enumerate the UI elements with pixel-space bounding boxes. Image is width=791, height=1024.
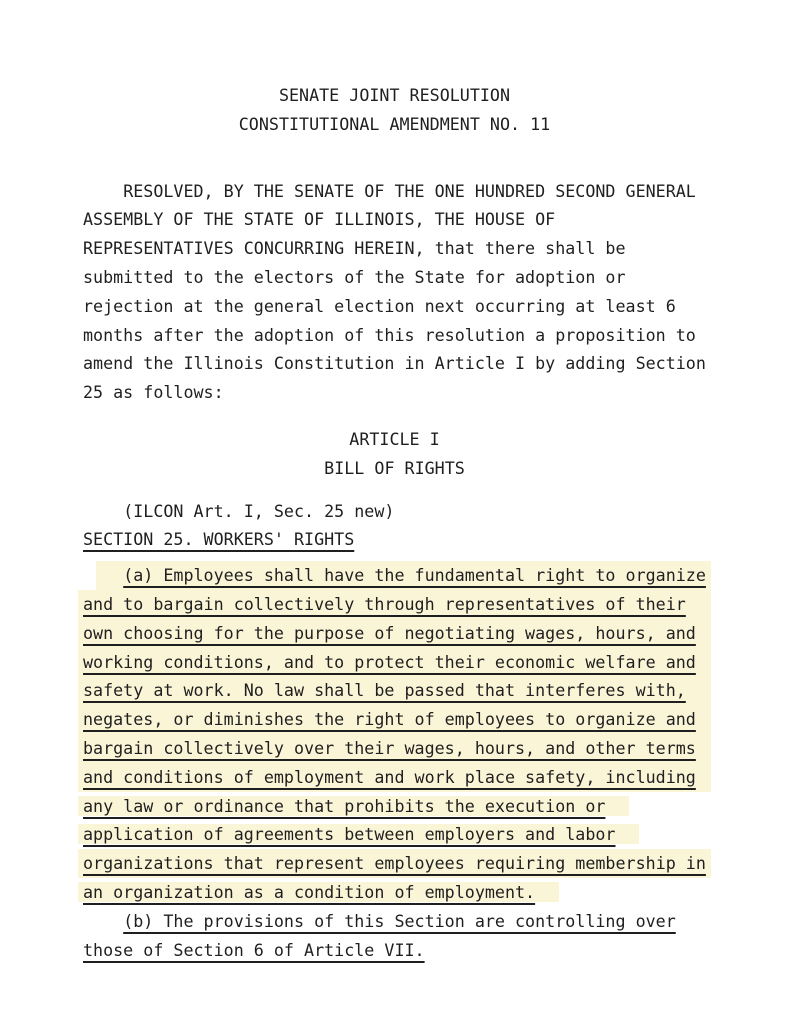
underlined-text: any law or ordinance that prohibits the execution or [83, 795, 606, 816]
highlighted-segment [78, 824, 639, 844]
highlighted-segment [123, 565, 706, 585]
text-line [78, 648, 711, 677]
text-line [78, 177, 711, 206]
text-line [78, 378, 711, 407]
text-line [78, 234, 711, 263]
text: 25 as follows: [83, 382, 224, 403]
underlined-text: organizations that represent employees requiring membership in [83, 853, 706, 874]
underlined-text: SECTION 25. WORKERS' RIGHTS [83, 529, 355, 550]
text-segment [83, 238, 626, 258]
text: SENATE JOINT RESOLUTION [278, 85, 511, 105]
text-line [78, 110, 711, 139]
text-line [78, 454, 711, 483]
text: amend the Illinois Constitution in Article I by adding Section [83, 353, 706, 374]
text-segment [123, 181, 696, 201]
text: REPRESENTATIVES CONCURRING HEREIN, that there shall be [83, 238, 626, 259]
text: months after the adoption of this resolution a proposition to [83, 324, 696, 345]
text-segment [83, 325, 696, 345]
underlined-text: those of Section 6 of Article VII. [83, 939, 425, 960]
text: ARTICLE I [349, 428, 440, 449]
section-25-heading [78, 497, 711, 555]
underlined-text: bargain collectively over their wages, hours, and other terms [83, 737, 696, 758]
underlined-text: and conditions of employment and work place safety, including [83, 766, 696, 787]
text-line [78, 292, 711, 321]
highlighted-segment [78, 882, 559, 902]
underlined-text: (b) The provisions of this Section are controlling over [123, 910, 676, 931]
underlined-text: safety at work. No law shall be passed that interferes with, [83, 680, 686, 701]
text-segment [83, 940, 425, 960]
text-segment [349, 429, 439, 449]
text-segment [83, 209, 555, 229]
highlighted-segment [83, 652, 696, 672]
highlighted-segment [83, 853, 706, 873]
indent [83, 565, 123, 585]
underlined-text: and to bargain collectively through representatives of their [83, 593, 686, 614]
text-line [78, 820, 711, 849]
text-line [78, 349, 711, 378]
text-line [78, 792, 711, 821]
text-line [78, 849, 711, 878]
text-segment [83, 382, 224, 402]
text: CONSTITUTIONAL AMENDMENT NO. 11 [238, 113, 551, 134]
text-line [78, 263, 711, 292]
text-line [78, 936, 711, 965]
underlined-text: negates, or diminishes the right of employees to organize and [83, 709, 696, 730]
article-heading [78, 425, 711, 483]
text-segment [123, 501, 394, 521]
text-line [78, 321, 711, 350]
highlighted-segment [83, 594, 686, 614]
text-line [78, 525, 711, 554]
subsection-b [78, 907, 711, 965]
text: submitted to the electors of the State for adoption or [83, 266, 626, 287]
text-line [78, 705, 711, 734]
underlined-text: (a) Employees shall have the fundamental right to organize [123, 565, 706, 586]
text-segment [239, 114, 550, 134]
text-segment [83, 529, 354, 549]
highlighted-segment [78, 796, 629, 816]
text-line [78, 676, 711, 705]
text-line [78, 763, 711, 792]
text-segment [123, 911, 676, 931]
subsection-a-highlighted [78, 561, 711, 907]
indent [83, 911, 123, 931]
text-line [78, 907, 711, 936]
text: ASSEMBLY OF THE STATE OF ILLINOIS, THE HOUSE OF [83, 209, 556, 230]
text-line [78, 497, 711, 526]
text: BILL OF RIGHTS [324, 457, 465, 478]
highlighted-segment [83, 709, 696, 729]
underlined-text: application of agreements between employers and labor [83, 824, 616, 845]
text: (ILCON Art. I, Sec. 25 new) [123, 500, 395, 521]
text-line [78, 81, 711, 110]
text-line [78, 425, 711, 454]
resolved-clause-paragraph [78, 177, 711, 407]
indent [83, 181, 123, 201]
text-line [78, 205, 711, 234]
text-segment [83, 296, 676, 316]
text-line [78, 561, 711, 590]
text-segment [83, 267, 626, 287]
text-line [78, 590, 711, 619]
highlighted-segment [83, 680, 686, 700]
underlined-text: working conditions, and to protect their economic welfare and [83, 651, 696, 672]
text: rejection at the general election next occurring at least 6 [83, 295, 676, 316]
document-title [78, 81, 711, 139]
text-segment [279, 85, 510, 105]
underlined-text: own choosing for the purpose of negotiating wages, hours, and [83, 622, 696, 643]
highlighted-segment [83, 623, 696, 643]
text: RESOLVED, BY THE SENATE OF THE ONE HUNDRED SECOND GENERAL [123, 180, 696, 201]
text-segment [324, 458, 465, 478]
text-line [78, 619, 711, 648]
highlighted-segment [83, 738, 696, 758]
text-line [78, 734, 711, 763]
text-segment [83, 353, 706, 373]
highlighted-segment [83, 767, 696, 787]
text-line [78, 878, 711, 907]
document-body [78, 81, 711, 964]
underlined-text: an organization as a condition of employment. [83, 881, 536, 902]
indent [83, 501, 123, 521]
